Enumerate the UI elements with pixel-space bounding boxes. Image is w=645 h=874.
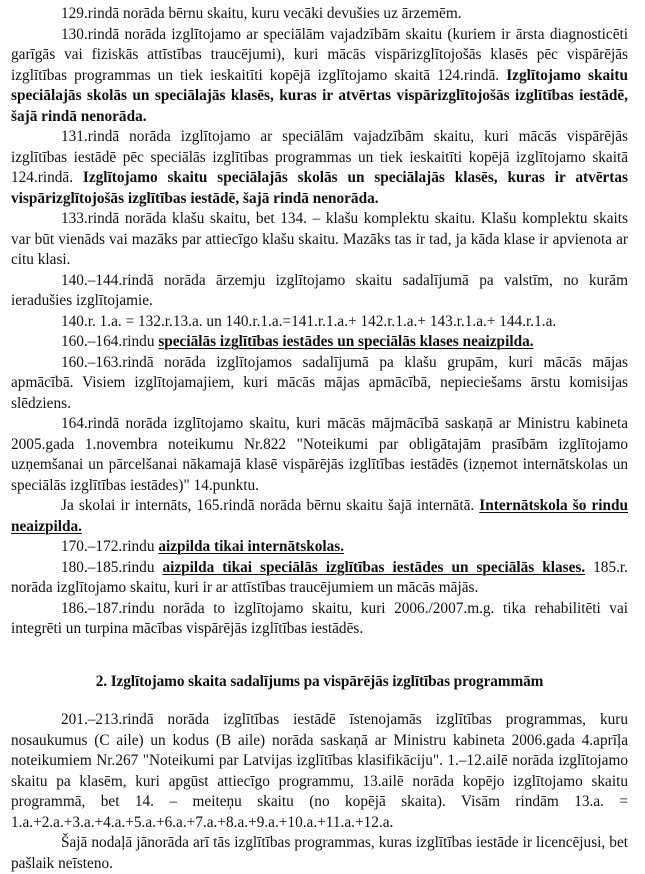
paragraph-rows-186-187: 186.–187.rindu norāda to izglītojamo skaitu, kuri 2006./2007.m.g. tika rehabilitēti vai integrēti un turpina mācības vispārējās izglītības iestādēs. (11, 599, 628, 637)
paragraph-text-tail: 185.r. norāda izglītojamo skaitu, kuri ir ar attīstības traucējumiem un mācās mājās. (11, 558, 628, 596)
paragraph-text: 170.–172.rindu (61, 538, 159, 555)
paragraph-bold-underline-note: speciālās izglītības iestādes un speciālās klases neaizpilda. (158, 333, 534, 350)
paragraph-bold-note: Izglītojamo skaitu speciālajās skolās un speciālajās klasēs, kuras ir atvērtas vispārizglītojošās izglītības iestādē, šajā rindā nenorāda. (11, 169, 628, 207)
paragraph-text: Ja skolai ir internāts, 165.rindā norāda bērnu skaitu šajā internātā. (61, 497, 480, 514)
paragraph-bold-note: Izglītojamo skaitu speciālajās skolās un speciālajās klasēs, kuras ir atvērtas vispārizglītojošās izglītības iestādē, šajā rindā nenorāda. (11, 66, 628, 125)
paragraph-row-164: 164.rindā norāda izglītojamo skaitu, kuri mācās mājmācībā saskaņā ar Ministru kabineta 2005.gada 1.novembra noteikumu Nr.822 "Noteikumi par obligātajām prasībām izglītojamo uzņemšanai un pārcelšanai nākamajā klasē vispārējās izglītības iestādēs (izņemot internātskolas un speciālās izglītības iestādes)" 14.punktu. (11, 415, 628, 494)
paragraph-row-165 (11, 496, 628, 537)
paragraph-licensed-programs: Šajā nodaļā jānorāda arī tās izglītības programmas, kuras izglītības iestāde ir licencējusi, bet pašlaik neīsteno. (11, 834, 628, 872)
paragraph-rows-201-213: 201.–213.rindā norāda izglītības iestādē īstenojamās izglītības programmas, kuru nosaukumus (C aile) un kodus (B aile) norāda saskaņā ar Ministru kabineta 2006.gada 4.aprīļa noteikumiem Nr.267 "Noteikumi par Latvijas izglītības klasifikāciju". 1.–12.ailē norāda izglītojamo skaitu pa klasēm, kuri apgūst attiecīgo programmu, 13.ailē norāda kopējo izglītojamo skaitu programmā, bet 14. – meiteņu skaitu (no kopējā skaita). Visām rindām 13.a. = 1.a.+2.a.+3.a.+4.a.+5.a.+6.a.+7.a.+8.a.+9.a.+10.a.+11.a.+12.a. (11, 711, 628, 831)
paragraph-row-129: 129.rindā norāda bērnu skaitu, kuru vecāki devušies uz ārzemēm. (61, 5, 462, 22)
paragraph-rows-160-163: 160.–163.rindā norāda izglītojamos sadalījumā pa klašu grupām, kuri mācās mājas apmācībā. Visiem izglītojamajiem, kuri mācās mājas apmācībā, nepieciešams ārstu komisijas slēdziens. (11, 353, 628, 412)
paragraph-formula-140: 140.r. 1.a. = 132.r.13.a. un 140.r.1.a.=141.r.1.a.+ 142.r.1.a.+ 143.r.1.a.+ 144.r.1.a. (61, 312, 557, 330)
paragraph-bold-underline-note: aizpilda tikai speciālās izglītības iestādes un speciālās klases. (162, 558, 586, 576)
paragraph-bold-underline-note: Internātskola šo rindu neaizpilda. (11, 497, 629, 535)
paragraph-text: 180.–185.rindu (61, 558, 163, 576)
paragraph-text: 131.rindā norāda izglītojamo ar speciālām vajadzībām skaitu, kuri mācās vispārējās izglītības iestādē pēc speciālās izglītības programmas un tiek ieskaitīti kopējā izglītojamo skaitā 124.rindā. (11, 128, 628, 186)
paragraph-rows-140-144: 140.–144.rindā norāda ārzemju izglītojamo skaitu sadalījumā pa valstīm, no kurām ieradušies izglītojamie. (11, 271, 628, 309)
paragraph-rows-180-185 (11, 558, 628, 599)
paragraph-text: 160.–164.rindu (61, 333, 159, 350)
paragraph-bold-underline-note: aizpilda tikai internātskolas. (158, 538, 345, 555)
section-heading: 2. Izglītojamo skaita sadalījums pa vispārējās izglītības programmām (95, 672, 544, 690)
paragraph-row-130 (11, 25, 628, 128)
paragraph-rows-160-164 (11, 332, 628, 353)
paragraph-rows-170-172 (11, 537, 628, 558)
paragraph-row-133: 133.rindā norāda klašu skaitu, bet 134. – klašu komplektu skaitu. Klašu komplektu skaits var būt vienāds vai mazāks par attiecīgo klašu skaitu. Mazāks tas ir tad, ja kāda klase ir apvienota ar citu klasi. (11, 210, 628, 268)
paragraph-row-131 (11, 127, 628, 209)
paragraph-text: 130.rindā norāda izglītojamo ar speciālām vajadzībām skaitu (kuriem ir ārsta diagnosticēti garīgās vai fiziskās attīstības traucējumi), kuri mācās vispārizglītojošās klasēs pēc vispārējās izglītības programmas un tiek ieskaitīti kopējā izglītojamo skaitā 124.rindā. (11, 25, 628, 84)
